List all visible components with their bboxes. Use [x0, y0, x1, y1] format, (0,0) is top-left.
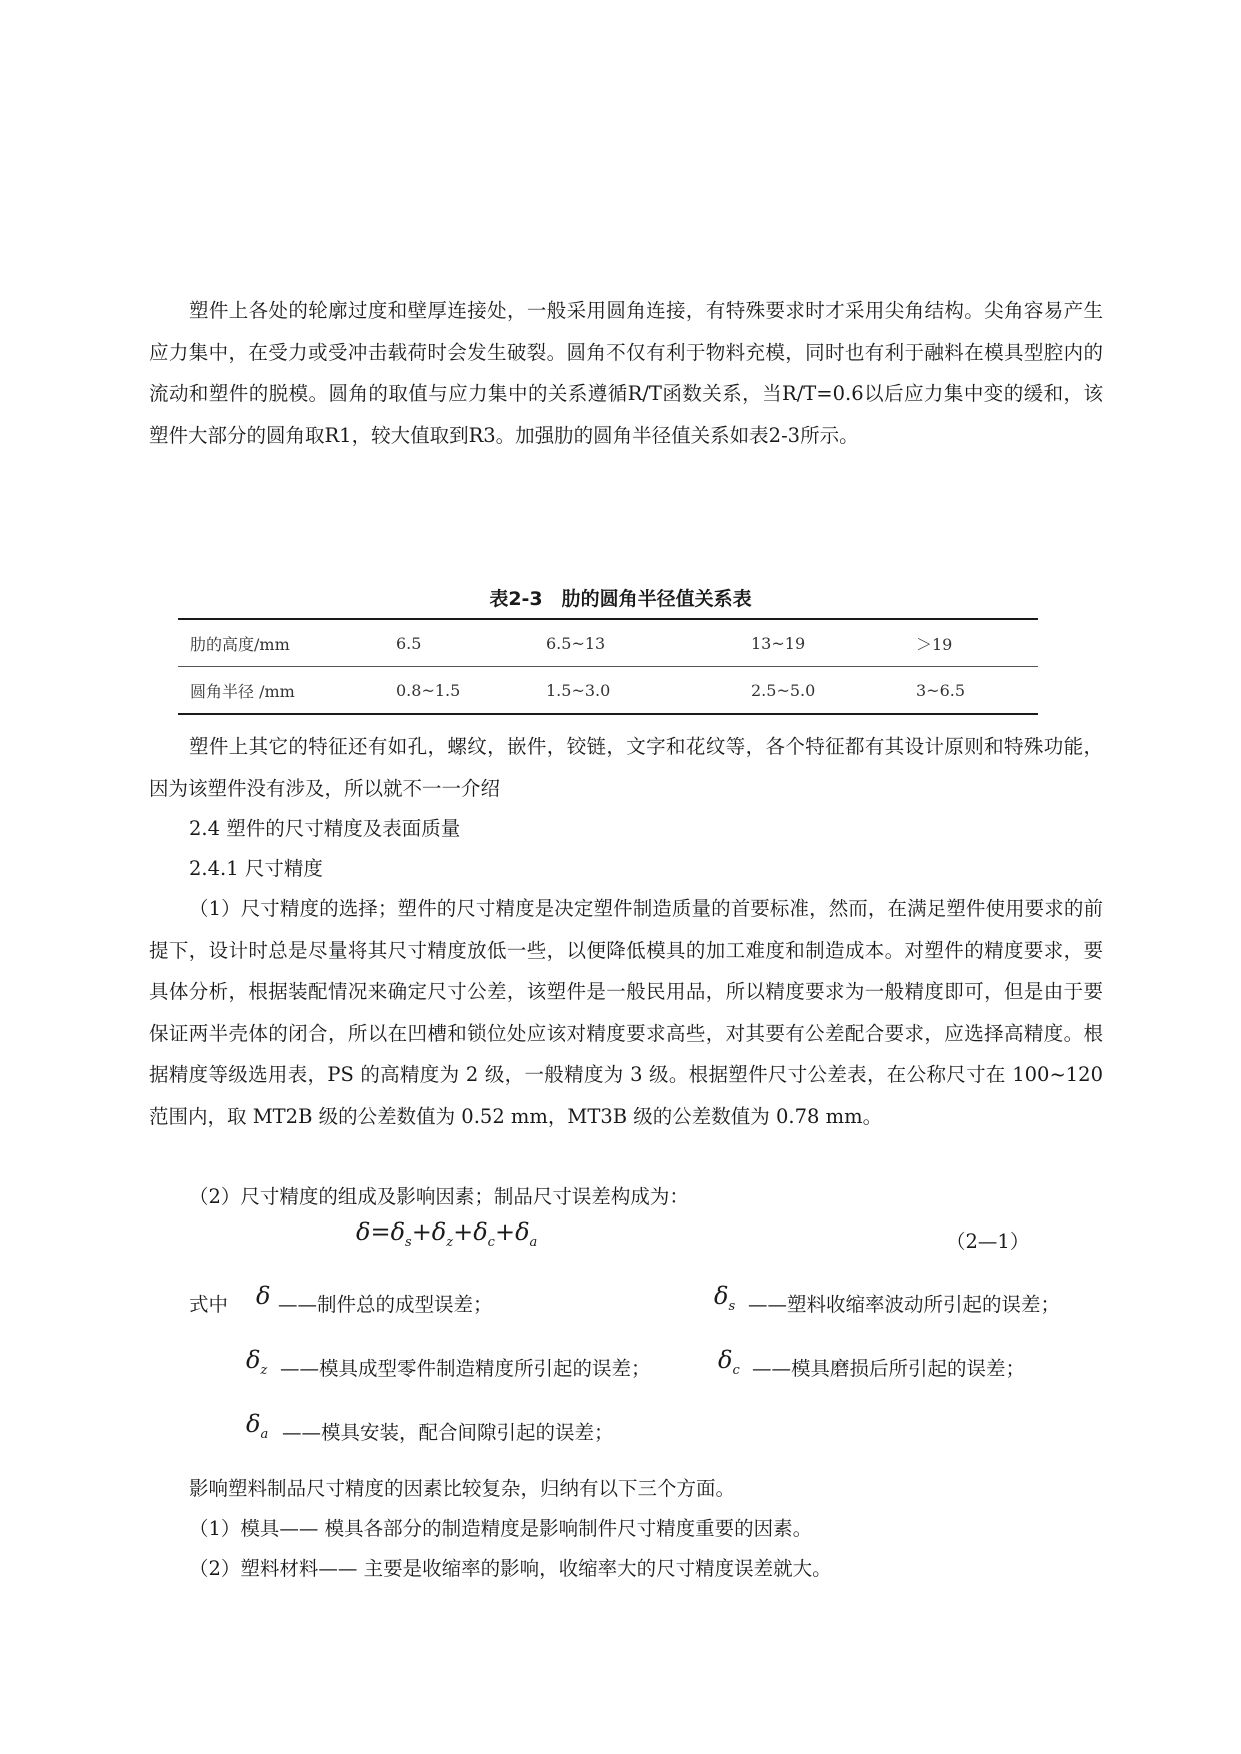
paragraph-precision-components: （2）尺寸精度的组成及影响因素；制品尺寸误差构成为： — [189, 1185, 689, 1208]
fillet-radius-table — [178, 618, 1038, 715]
table-row — [178, 667, 1038, 715]
table-row — [178, 619, 1038, 667]
symbol-delta: δ — [256, 1282, 271, 1310]
list-item: （2）塑料材料—— 主要是收缩率的影响，收缩率大的尺寸精度误差就大。 — [189, 1557, 832, 1580]
table-cell: 圆角半径 /mm — [178, 667, 384, 715]
symbol-delta-z: $\delta_z$ — [246, 1346, 268, 1378]
equation: $\delta=\delta_s+\delta_z+\delta_c+\delta_a$ — [356, 1218, 538, 1250]
table-cell: 1.5~3.0 — [534, 667, 739, 715]
table-cell: 肋的高度/mm — [178, 619, 384, 667]
symbol-delta-c: $\delta_c$ — [718, 1346, 740, 1378]
list-item: （1）模具—— 模具各部分的制造精度是影响制件尺寸精度重要的因素。 — [189, 1517, 813, 1540]
table-cell: 6.5~13 — [534, 619, 739, 667]
table-cell: 3~6.5 — [904, 667, 1038, 715]
table-cell: 6.5 — [384, 619, 534, 667]
delta-description: ——制件总的成型误差； — [278, 1293, 493, 1316]
symbol-delta-s: $\delta_s$ — [714, 1282, 736, 1314]
subsection-heading: 2.4.1 尺寸精度 — [189, 857, 323, 880]
delta-c-description: ——模具磨损后所引起的误差； — [752, 1357, 1026, 1380]
paragraph-fillet: 塑件上各处的轮廓过度和壁厚连接处，一般采用圆角连接，有特殊要求时才采用尖角结构。尖角容易产生应力集中，在受力或受冲击载荷时会发生破裂。圆角不仅有利于物料充模，同时也有利于融料在模具型腔内的流动和塑件的脱模。圆角的取值与应力集中的关系遵循R/T函数关系，当R/T=0.6以后应力集中变的缓和，该塑件大部分的圆角取R1，较大值取到R3。加强肋的圆角半径值关系如表2-3所示。 — [149, 299, 1103, 447]
table-cell: 2.5~5.0 — [739, 667, 904, 715]
delta-z-description: ——模具成型零件制造精度所引起的误差； — [280, 1357, 651, 1380]
delta-a-description: ——模具安装，配合间隙引起的误差； — [282, 1421, 614, 1444]
section-heading: 2.4 塑件的尺寸精度及表面质量 — [189, 817, 461, 840]
table-caption: 表2-3 肋的圆角半径值关系表 — [489, 588, 752, 610]
paragraph-factors: 影响塑料制品尺寸精度的因素比较复杂，归纳有以下三个方面。 — [189, 1477, 736, 1500]
where-label: 式中 — [189, 1293, 229, 1316]
symbol-delta-a: $\delta_a$ — [246, 1410, 269, 1442]
paragraph-other-features: 塑件上其它的特征还有如孔，螺纹，嵌件，铰链，文字和花纹等，各个特征都有其设计原则和特殊功能，因为该塑件没有涉及，所以就不一一介绍 — [149, 735, 1103, 800]
table-cell: 0.8~1.5 — [384, 667, 534, 715]
paragraph-precision-selection: （1）尺寸精度的选择；塑件的尺寸精度是决定塑件制造质量的首要标准，然而，在满足塑件使用要求的前提下，设计时总是尽量将其尺寸精度放低一些，以便降低模具的加工难度和制造成本。对塑件的精度要求，要具体分析，根据装配情况来确定尺寸公差，该塑件是一般民用品，所以精度要求为一般精度即可，但是由于要保证两半壳体的闭合，所以在凹槽和锁位处应该对精度要求高些，对其要有公差配合要求，应选择高精度。根据精度等级选用表，PS 的高精度为 2 级，一般精度为 3 级。根据塑件尺寸公差表，在公称尺寸在 100~120 范围内，取 MT2B 级的公差数值为 0.52 mm，MT3B 级的公差数值为 0.78 mm。 — [149, 897, 1103, 1128]
equation-number: （2—1） — [946, 1230, 1030, 1253]
delta-s-description: ——塑料收缩率波动所引起的误差； — [748, 1293, 1061, 1316]
table-cell: ＞19 — [904, 619, 1038, 667]
table-cell: 13~19 — [739, 619, 904, 667]
